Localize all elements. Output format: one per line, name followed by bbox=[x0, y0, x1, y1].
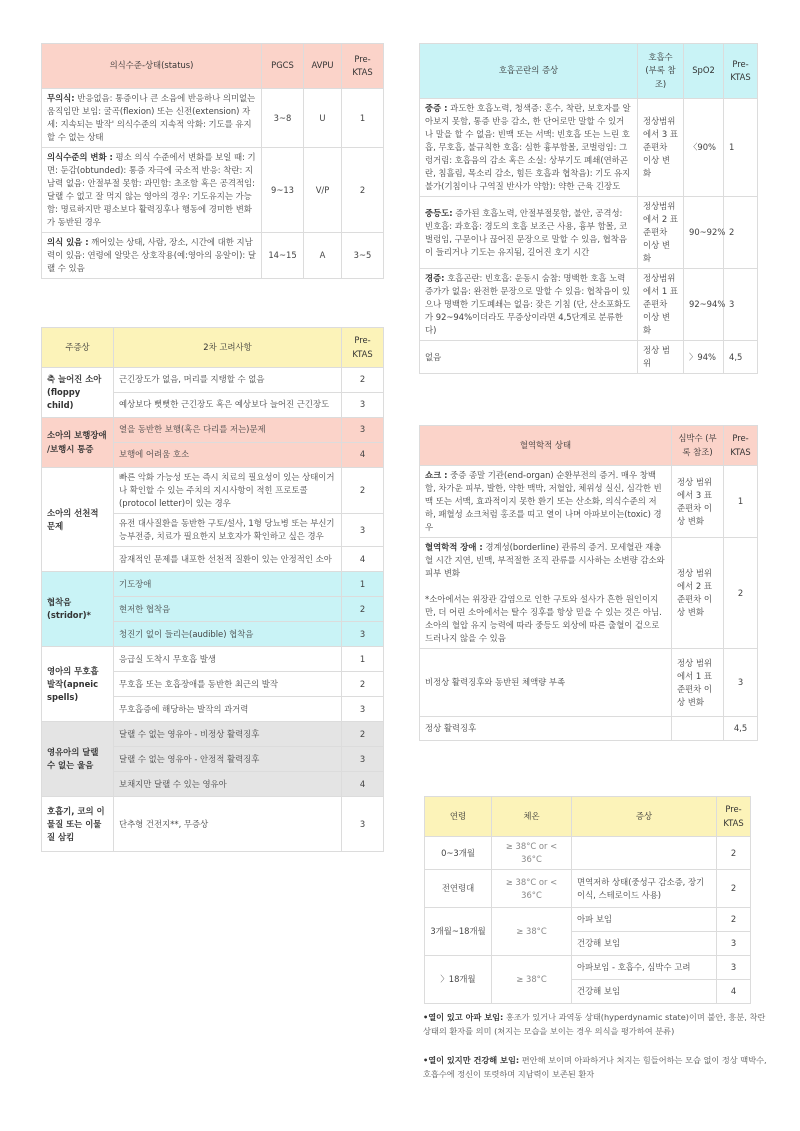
table-row: 쇼크 : 중증 종말 기관(end-organ) 순환부전의 증거. 매우 창백함, 차가운 피부, 발한, 약한 맥박, 저혈압, 체위성 실신, 심각한 빈맥 또는 서맥, 효과적이지 못한 환기 또는 산소화, 의식수준의 저하, 패혈성 쇼크처럼 홍조를 띠고 열이 나며 아파보이는(toxic) 경우 정상 범위에서 3 표준편차 이상 변화 1 bbox=[420, 466, 758, 538]
header-ktas: Pre-KTAS bbox=[724, 426, 758, 466]
fever-table: 연령 체온 증상 Pre-KTAS 0~3개월 ≥ 38°C or < 36°C 2 전연령대 ≥ 38°C or < 36°C 면역저하 상태(중성구 감소증, 장기이식, 스테로이드 사용) 2 3개월~18개월 ≥ 38°C 아파 보임 2 건강해 보임 3 〉18개월 ≥ 38°C 아파보임 - 호흡수, 심박수 고려 3 건강해 보임 4 bbox=[424, 796, 751, 1004]
hemodynamic-table bbox=[419, 425, 758, 741]
header-ktas: Pre-KTAS bbox=[724, 44, 758, 99]
header-resp-symptom: 호흡곤란의 증상 bbox=[420, 44, 638, 99]
header-chief-complaint: 주증상 bbox=[42, 328, 114, 368]
header-status: 의식수준-상태(status) bbox=[42, 44, 262, 89]
note-healthy-fever: •열이 있지만 건강해 보임: 편안해 보이며 아파하거나 쳐지는 힘들어하는 모습 없이 정상 맥박수, 호흡수에 정신이 또렷하며 지남력이 보존된 환자 bbox=[423, 1054, 767, 1080]
symptom-table: 주증상 2차 고려사항 Pre-KTAS 축 늘어진 소아 (floppy child) 근긴장도가 없음, 머리를 지탱할 수 없음 2 예상보다 뻣뻣한 근긴장도 혹은 예상보다 늘어진 근긴장도 3 소아의 보행장애 /보행시 통증 열을 동반한 보행(혹은 다리를 저는)문제 3 보행에 어려움 호소 4 소아의 선천적 문제 빠른 악화 가능성 또는 즉시 치료의 필요성이 있는 상태이거나 확인할 수 있는 주치의 지시사항이 적힌 프로토콜(protocol letter)이 있는 경우 2 유전 대사질환을 동반한 구토/설사, 1형 당뇨병 또는 부신기능부전증, 치료가 필요한지 보호자가 확인하고 싶은 경우 3 잠재적인 문제를 내포한 선천적 질환이 있는 안정적인 소아 4 협착음 (stridor)* 기도장애 1 현저한 협착음 2 청진기 없이 들리는(audible) 협착음 3 영아의 무호흡 발작(apneic spells) 응급실 도착시 무호흡 발생 1 무호흡 또는 호흡장애를 동반한 최근의 발작 2 무호흡증에 해당하는 발작의 과거력 3 영유아의 달랠 수 없는 울음 달랠 수 없는 영유아 - 비정상 활력징후 2 달랠 수 없는 영유아 - 안정적 활력징후 3 보채지만 달랠 수 있는 영유아 4 호흡기, 코의 이물질 또는 이물질 삼킴 단추형 건전지**, 무증상 3 bbox=[41, 327, 384, 852]
header-secondary: 2차 고려사항 bbox=[114, 328, 342, 368]
header-hemodynamic: 혈역학적 상태 bbox=[420, 426, 672, 466]
header-ktas: Pre-KTAS bbox=[342, 44, 384, 89]
group-name: 영유아의 달랠 수 없는 울음 bbox=[42, 722, 114, 797]
header-temp: 체온 bbox=[492, 797, 572, 837]
consciousness-table bbox=[41, 43, 384, 279]
header-pgcs: PGCS bbox=[262, 44, 304, 89]
group-name: 축 늘어진 소아 (floppy child) bbox=[42, 368, 114, 418]
table-row: 없음 정상 범위 〉94% 4,5 bbox=[420, 341, 758, 374]
table-row: 정상 활력징후 4,5 bbox=[420, 717, 758, 741]
note-sick-fever: •열이 있고 아파 보임: 홍조가 있거나 과역동 상태(hyperdynamic state)이며 불안, 흥분, 착란 상태의 환자를 의미 (쳐지는 모습을 보이는 경우 의식을 평가하여 분류) bbox=[423, 1012, 766, 1037]
header-heart-rate: 심박수 (부록 참조) bbox=[672, 426, 724, 466]
header-ktas: Pre-KTAS bbox=[717, 797, 751, 837]
table-row: 중증 : 과도한 호흡노력, 청색증: 혼수, 착란, 보호자를 알아보지 못함, 통증 반응 감소, 한 단어로만 말할 수 있거나 말을 할 수 없음: 빈맥 또는 서맥: 빈호흡 또는 느린 호흡, 무호흡, 불규칙한 호흡: 심한 흉부함몰, 코벌렁임: 그렁거림: 호흡음의 감소 혹은 소실: 상부기도 폐쇄(연하곤란, 침흘림, 목소리 감소, 힘든 호흡과 협착음): 기도 유지 불가(기침이나 구역질 반사가 약함): 약한 근육 긴장도 정상범위에서 3 표준편차 이상 변화 〈90% 1 bbox=[420, 99, 758, 197]
table-row: 비정상 활력징후와 동반된 체액량 부족 정상 범위에서 1 표준편차 이상 변화 3 bbox=[420, 649, 758, 717]
table-row: 무의식: 반응없음: 통증이나 큰 소음에 반응하나 의미없는 움직임만 보임: 굴곡(flexion) 또는 신전(extension) 자세: 지속되는 발작' 의식수준의 지속적 악화: 기도를 유지할 수 없는 상태 3~8 U 1 bbox=[42, 89, 384, 148]
table-row: 중등도: 증가된 호흡노력, 안절부절못함, 불안, 공격성: 빈호흡: 과호흡: 경도의 호흡 보조근 사용, 흉부 함몰, 코 벌렁임, 구문이나 끊어진 문장으로 말할 수 있음, 협착음이 들리거나 기도는 유지됨, 길어진 호기 시간 정상범위에서 2 표준편차 이상 변화 90~92% 2 bbox=[420, 197, 758, 269]
table-row: 의식 있음 : 깨어있는 상태, 사람, 장소, 시간에 대한 지남력이 있음: 연령에 알맞은 상호작용(예:영아의 옹알이): 달랠 수 있음 14~15 A 3~5 bbox=[42, 233, 384, 279]
group-name: 협착음 (stridor)* bbox=[42, 572, 114, 647]
header-symptom: 증상 bbox=[572, 797, 717, 837]
header-resp-rate: 호흡수 (부록 참조) bbox=[638, 44, 684, 99]
table-row: 경증: 호흡곤란: 빈호흡: 운동시 숨참: 명백한 호흡 노력 증가가 없음: 완전한 문장으로 말할 수 있음: 협착음이 있으나 명백한 기도폐쇄는 없음: 잦은 기침 (단, 산소포화도가 92~94%이더라도 무증상이라면 4,5단계로 분류한다) 정상범위에서 1 표준편차 이상 변화 92~94% 3 bbox=[420, 269, 758, 341]
footnotes bbox=[423, 1010, 773, 1095]
group-name: 소아의 보행장애 /보행시 통증 bbox=[42, 418, 114, 468]
header-avpu: AVPU bbox=[304, 44, 342, 89]
header-spo2: SpO2 bbox=[684, 44, 724, 99]
header-ktas: Pre-KTAS bbox=[342, 328, 384, 368]
header-age: 연령 bbox=[425, 797, 492, 837]
group-name: 호흡기, 코의 이물질 또는 이물질 삼킴 bbox=[42, 797, 114, 852]
respiratory-table bbox=[419, 43, 758, 374]
table-row: 혈역학적 장애 : 경계성(borderline) 관류의 증거. 모세혈관 재충혈 시간 지연, 빈맥, 부적절한 조직 관류를 시사하는 소변량 감소와 피부 변화 *소아에서는 위장관 감염으로 인한 구토와 설사가 흔한 원인이지만, 더 어린 소아에서는 탈수 징후를 항상 믿을 수 있는 것은 아님. 소아의 혈압 유지 능력에 따라 중등도 외상에 따른 출혈이 겉으로 드러나지 않을 수 있음 정상 범위에서 2 표준편차 이상 변화 2 bbox=[420, 538, 758, 649]
group-name: 소아의 선천적 문제 bbox=[42, 468, 114, 572]
table-row: 의식수준의 변화 : 평소 의식 수준에서 변화를 보일 때: 기면: 둔감(obtunded): 통증 자극에 국소적 반응: 착란: 지남력 없음: 안절부절 못함: 과민함: 초조함 혹은 공격적임: 달랠 수 없고 잘 먹지 않는 영아의 경우: 기도유지는 가능함: 명료하지만 평소보다 활력징후나 행동에 경미한 변화가 동반된 경우 9~13 V/P 2 bbox=[42, 148, 384, 233]
group-name: 영아의 무호흡 발작(apneic spells) bbox=[42, 647, 114, 722]
